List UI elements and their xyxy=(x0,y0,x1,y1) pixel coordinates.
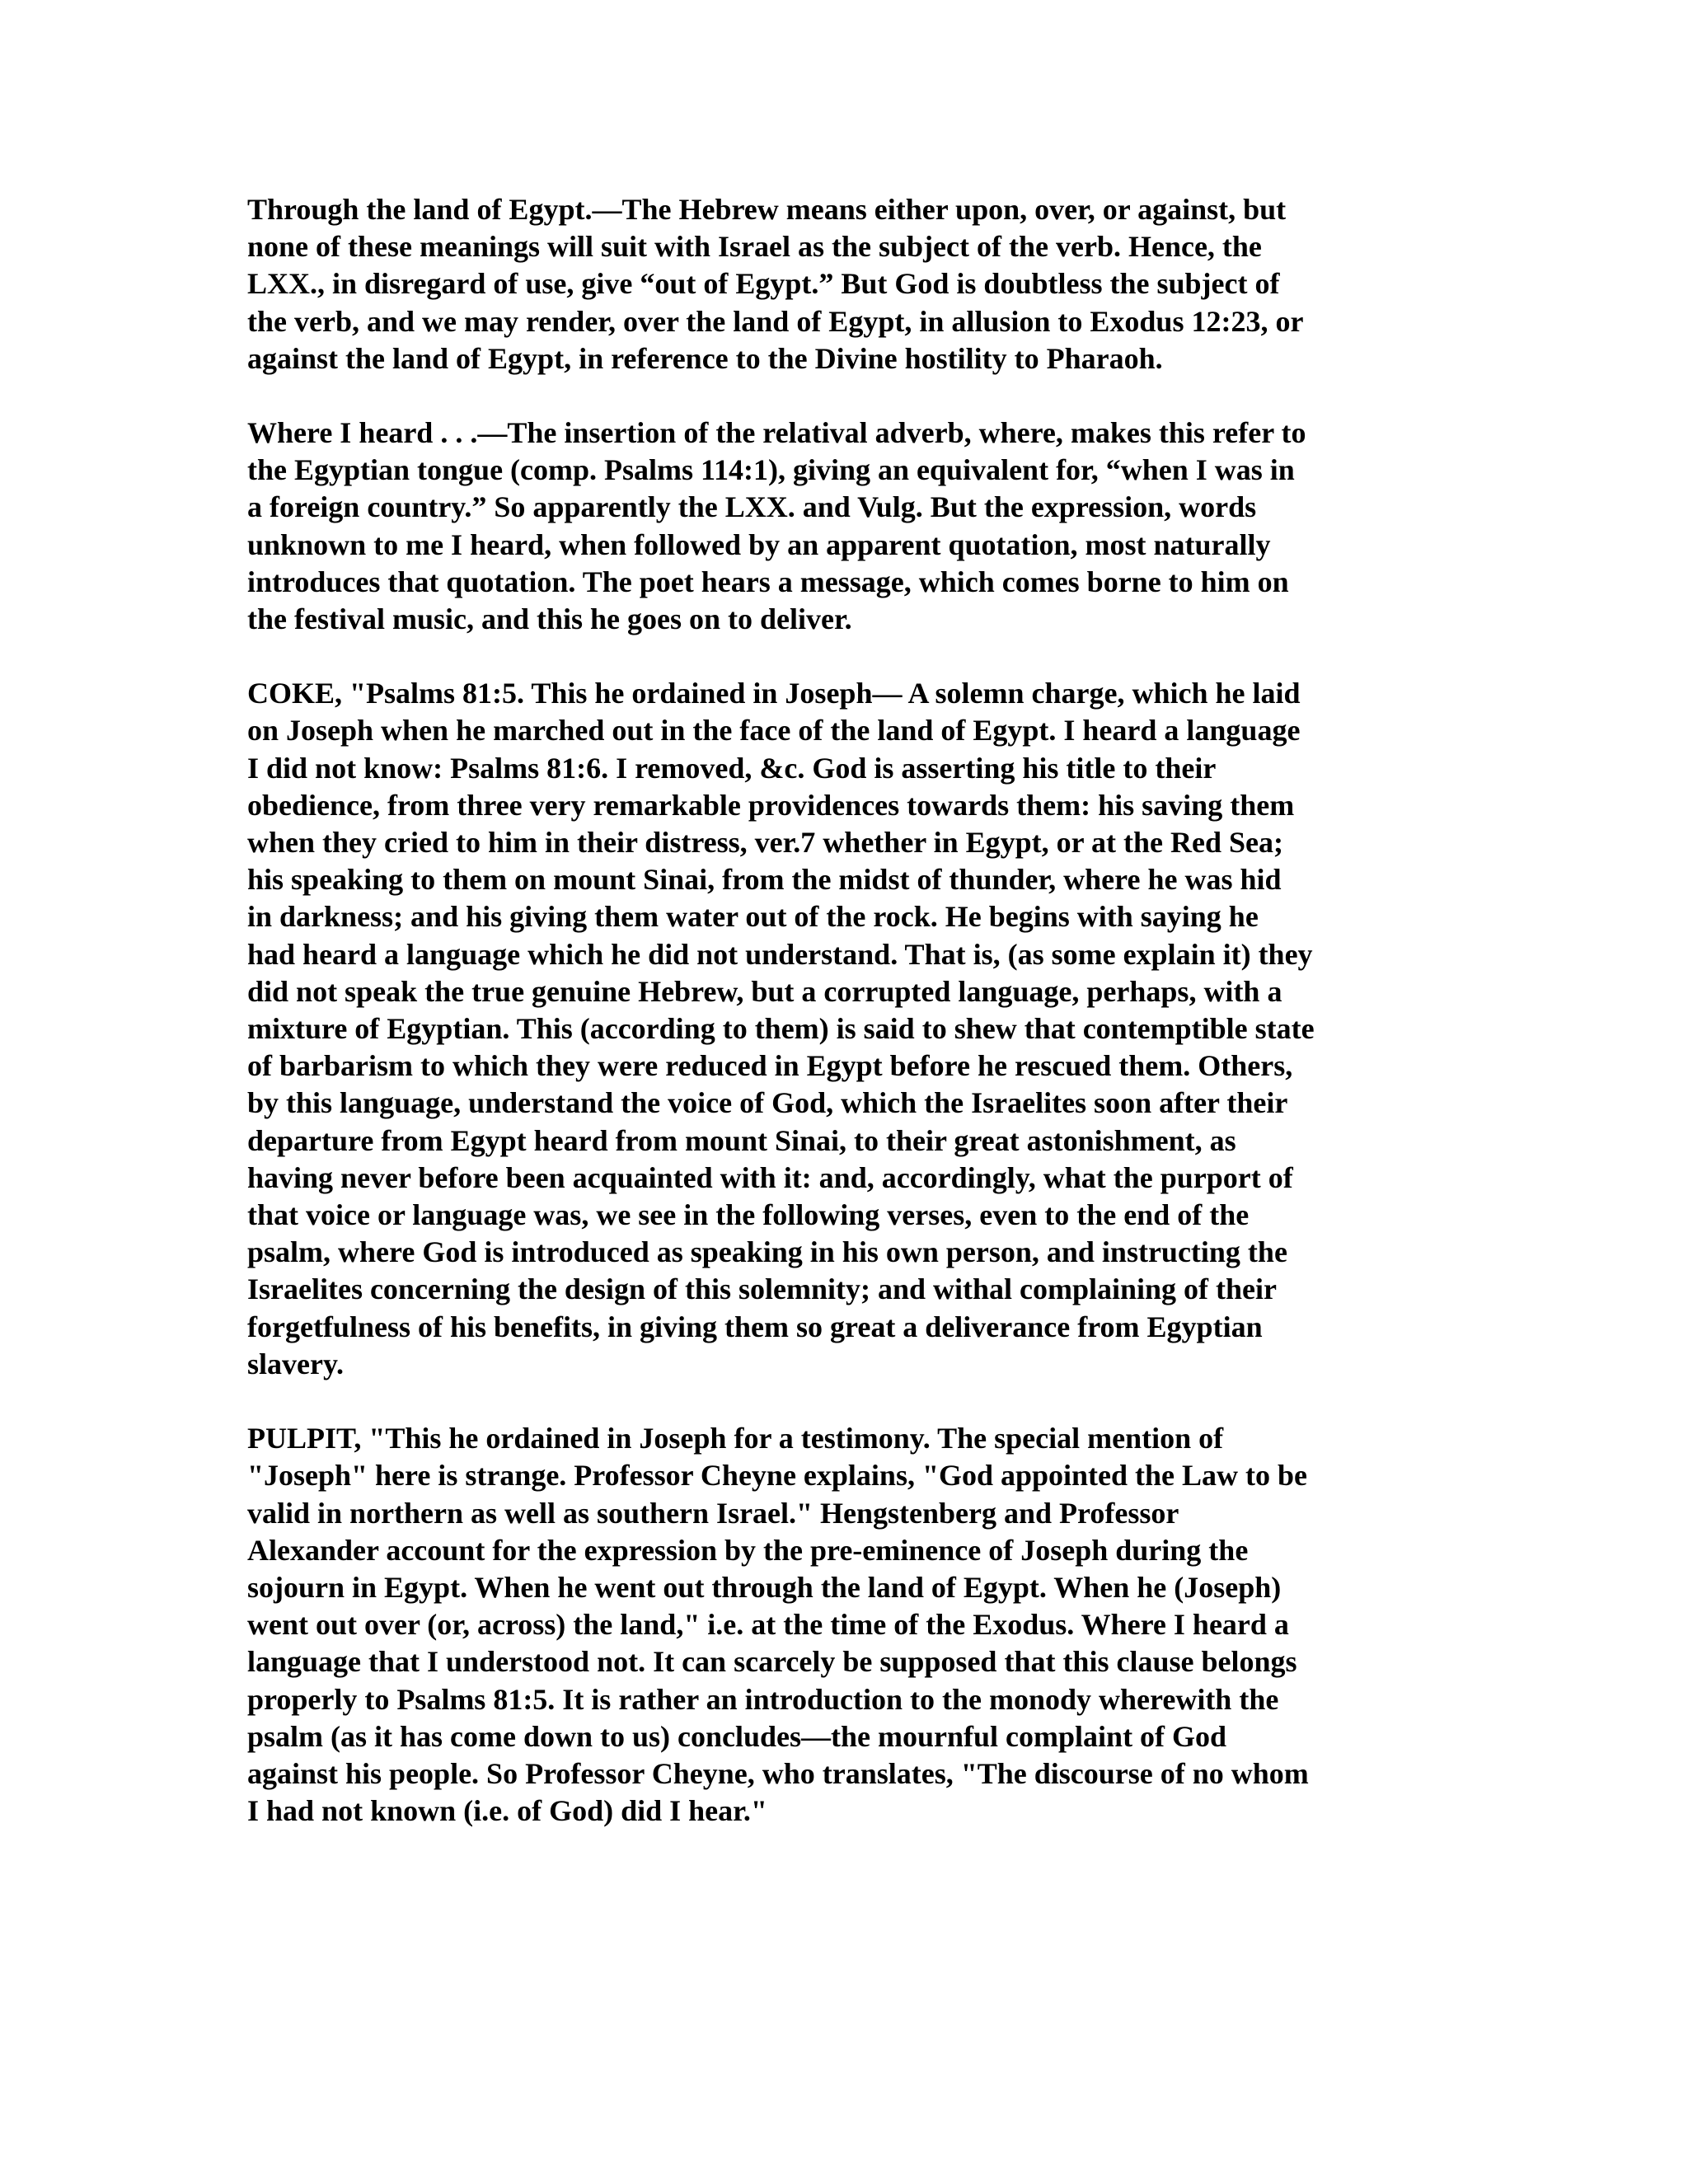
text-line: LXX., in disregard of use, give “out of Egypt.” But God is doubtless the subject of xyxy=(247,267,1280,301)
text-line: "Joseph" here is strange. Professor Cheyne explains, "God appointed the Law to be xyxy=(247,1459,1308,1493)
text-line: psalm, where God is introduced as speaking in his own person, and instructing the xyxy=(247,1235,1287,1269)
text-line: when they cried to him in their distress, ver.7 whether in Egypt, or at the Red Sea; xyxy=(247,826,1283,860)
document-body xyxy=(247,191,1438,1867)
text-line: Alexander account for the expression by the pre-eminence of Joseph during the xyxy=(247,1533,1249,1567)
text-line: Through the land of Egypt.—The Hebrew means either upon, over, or against, but xyxy=(247,193,1287,226)
text-line: obedience, from three very remarkable providences towards them: his saving them xyxy=(247,788,1295,822)
text-line: had heard a language which he did not understand. That is, (as some explain it) they xyxy=(247,937,1313,971)
text-line: Israelites concerning the design of this solemnity; and withal complaining of their xyxy=(247,1272,1277,1306)
text-line: a foreign country.” So apparently the LXX. and Vulg. But the expression, words xyxy=(247,490,1257,524)
paragraph-pulpit xyxy=(247,1420,1438,1830)
text-line: PULPIT, "This he ordained in Joseph for a testimony. The special mention of xyxy=(247,1422,1224,1455)
text-line: valid in northern as well as southern Israel." Hengstenberg and Professor xyxy=(247,1496,1179,1530)
text-line: Where I heard . . .—The insertion of the relatival adverb, where, makes this refer to xyxy=(247,416,1306,450)
text-line: having never before been acquainted with it: and, accordingly, what the purport of xyxy=(247,1160,1293,1194)
text-line: mixture of Egyptian. This (according to them) is said to shew that contemptible state xyxy=(247,1012,1315,1046)
text-line: against his people. So Professor Cheyne, who translates, "The discourse of no whom xyxy=(247,1756,1309,1790)
text-line: forgetfulness of his benefits, in giving them so great a deliverance from Egyptian xyxy=(247,1310,1263,1343)
text-line: of barbarism to which they were reduced in Egypt before he rescued them. Others, xyxy=(247,1049,1293,1083)
text-line: departure from Egypt heard from mount Sinai, to their great astonishment, as xyxy=(247,1123,1236,1157)
text-line: slavery. xyxy=(247,1347,344,1380)
text-line: language that I understood not. It can scarcely be supposed that this clause belongs xyxy=(247,1645,1297,1679)
text-line: his speaking to them on mount Sinai, from the midst of thunder, where he was hid xyxy=(247,863,1282,897)
text-line: against the land of Egypt, in reference to the Divine hostility to Pharaoh. xyxy=(247,341,1163,375)
text-line: unknown to me I heard, when followed by an apparent quotation, most naturally xyxy=(247,527,1271,561)
text-line: went out over (or, across) the land," i.e. at the time of the Exodus. Where I heard a xyxy=(247,1608,1289,1642)
text-line: introduces that quotation. The poet hears a message, which comes borne to him on xyxy=(247,565,1289,598)
text-line: the Egyptian tongue (comp. Psalms 114:1), giving an equivalent for, “when I was in xyxy=(247,453,1295,487)
text-line: the verb, and we may render, over the land of Egypt, in allusion to Exodus 12:23, or xyxy=(247,304,1304,338)
text-line: properly to Psalms 81:5. It is rather an introduction to the monody wherewith the xyxy=(247,1682,1279,1716)
text-line: I had not known (i.e. of God) did I hear." xyxy=(247,1794,767,1828)
text-line: the festival music, and this he goes on to deliver. xyxy=(247,602,852,636)
paragraph-through-the-land xyxy=(247,191,1438,377)
text-line: in darkness; and his giving them water out of the rock. He begins with saying he xyxy=(247,900,1259,934)
text-line: COKE, "Psalms 81:5. This he ordained in Joseph— A solemn charge, which he laid xyxy=(247,677,1301,710)
text-line: none of these meanings will suit with Israel as the subject of the verb. Hence, the xyxy=(247,230,1262,264)
text-line: did not speak the true genuine Hebrew, but a corrupted language, perhaps, with a xyxy=(247,974,1282,1008)
text-line: on Joseph when he marched out in the face of the land of Egypt. I heard a language xyxy=(247,714,1301,748)
text-line: sojourn in Egypt. When he went out through the land of Egypt. When he (Joseph) xyxy=(247,1570,1282,1604)
paragraph-where-i-heard xyxy=(247,415,1438,638)
text-line: I did not know: Psalms 81:6. I removed, &c. God is asserting his title to their xyxy=(247,751,1217,785)
paragraph-coke xyxy=(247,675,1438,1383)
text-line: psalm (as it has come down to us) concludes—the mournful complaint of God xyxy=(247,1719,1227,1753)
text-line: by this language, understand the voice of God, which the Israelites soon after their xyxy=(247,1086,1288,1120)
text-line: that voice or language was, we see in the following verses, even to the end of the xyxy=(247,1198,1250,1232)
